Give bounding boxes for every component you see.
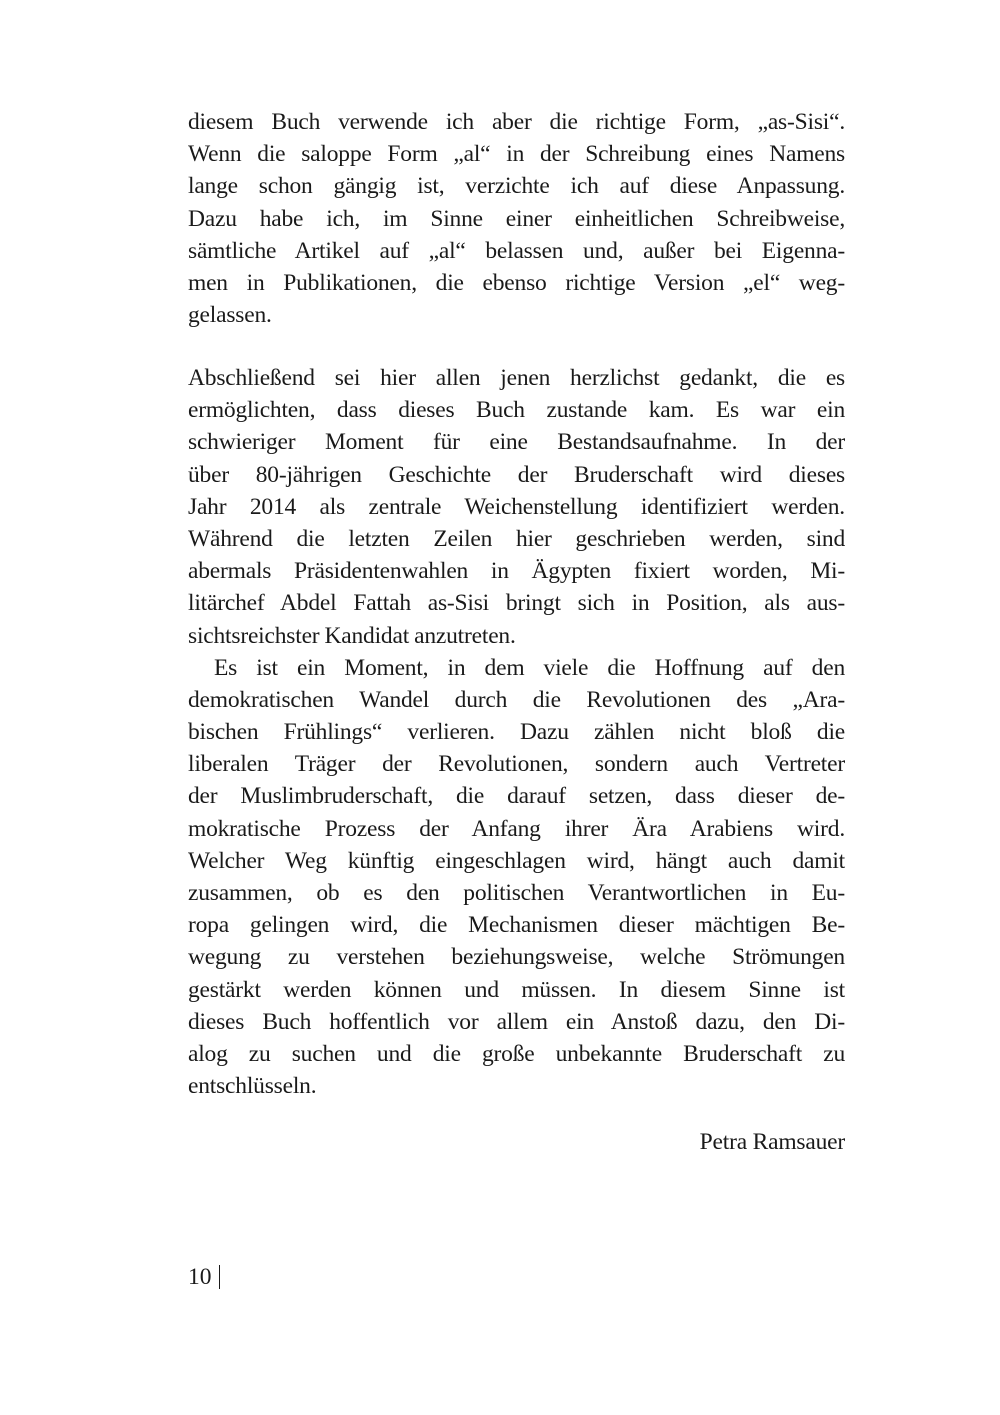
page-number	[188, 1262, 220, 1292]
paragraph-transliteration-note	[188, 106, 845, 331]
text-line: alog zu suchen und die große unbekannte Bruderschaft zu	[188, 1040, 845, 1067]
text-line: Jahr 2014 als zentrale Weichenstellung identifiziert werden.	[188, 493, 845, 520]
text-line: abermals Präsidentenwahlen in Ägypten fixiert worden, Mi-	[188, 558, 845, 585]
text-line: ermöglichten, dass dieses Buch zustande kam. Es war ein	[188, 397, 845, 424]
text-line: gestärkt werden können und müssen. In diesem Sinne ist	[188, 976, 845, 1003]
text-line: schwieriger Moment für eine Bestandsaufnahme. In der	[188, 429, 845, 456]
text-line: lange schon gängig ist, verzichte ich auf diese Anpassung.	[188, 173, 845, 200]
text-line: wegung zu verstehen beziehungsweise, welche Strömungen	[188, 944, 845, 971]
text-line: über 80-jährigen Geschichte der Bruderschaft wird dieses	[188, 461, 845, 488]
page-number-value: 10	[188, 1264, 212, 1290]
text-line: der Muslimbruderschaft, die darauf setzen, dass dieser de-	[188, 783, 845, 810]
text-line: entschlüsseln.	[188, 1073, 317, 1100]
text-line: Es ist ein Moment, in dem viele die Hoffnung auf den	[214, 654, 845, 681]
text-line: mokratische Prozess der Anfang ihrer Ära Arabiens wird.	[188, 815, 845, 842]
text-line: Abschließend sei hier allen jenen herzlichst gedankt, die es	[188, 365, 845, 391]
page-number-divider	[219, 1265, 221, 1289]
text-line: Wenn die saloppe Form „al“ in der Schreibung eines Namens	[188, 141, 845, 168]
text-line: Welcher Weg künftig eingeschlagen wird, hängt auch damit	[188, 847, 845, 874]
text-line: zusammen, ob es den politischen Verantwortlichen in Eu-	[188, 880, 845, 906]
text-line: dieses Buch hoffentlich vor allem ein Anstoß dazu, den Di-	[188, 1008, 845, 1035]
author-signature: Petra Ramsauer	[699, 1129, 845, 1155]
text-line: bischen Frühlings“ verlieren. Dazu zählen nicht bloß die	[188, 719, 845, 746]
text-line: Während die letzten Zeilen hier geschrieben werden, sind	[188, 525, 845, 552]
text-line: gelassen.	[188, 302, 272, 329]
paragraph-acknowledgements	[188, 362, 845, 1102]
text-line: Dazu habe ich, im Sinne einer einheitlichen Schreibweise,	[188, 205, 845, 232]
text-line: sichtsreichster Kandidat anzutreten.	[188, 622, 516, 649]
text-line: diesem Buch verwende ich aber die richtige Form, „as-Sisi“.	[188, 109, 845, 135]
text-line: liberalen Träger der Revolutionen, sondern auch Vertreter	[188, 751, 845, 778]
text-line: men in Publikationen, die ebenso richtige Version „el“ weg-	[188, 269, 845, 296]
text-line: litärchef Abdel Fattah as-Sisi bringt sich in Position, als aus-	[188, 590, 845, 617]
text-line: sämtliche Artikel auf „al“ belassen und, außer bei Eigenna-	[188, 237, 845, 264]
text-line: demokratischen Wandel durch die Revolutionen des „Ara-	[188, 686, 845, 713]
text-line: ropa gelingen wird, die Mechanismen dieser mächtigen Be-	[188, 912, 845, 939]
